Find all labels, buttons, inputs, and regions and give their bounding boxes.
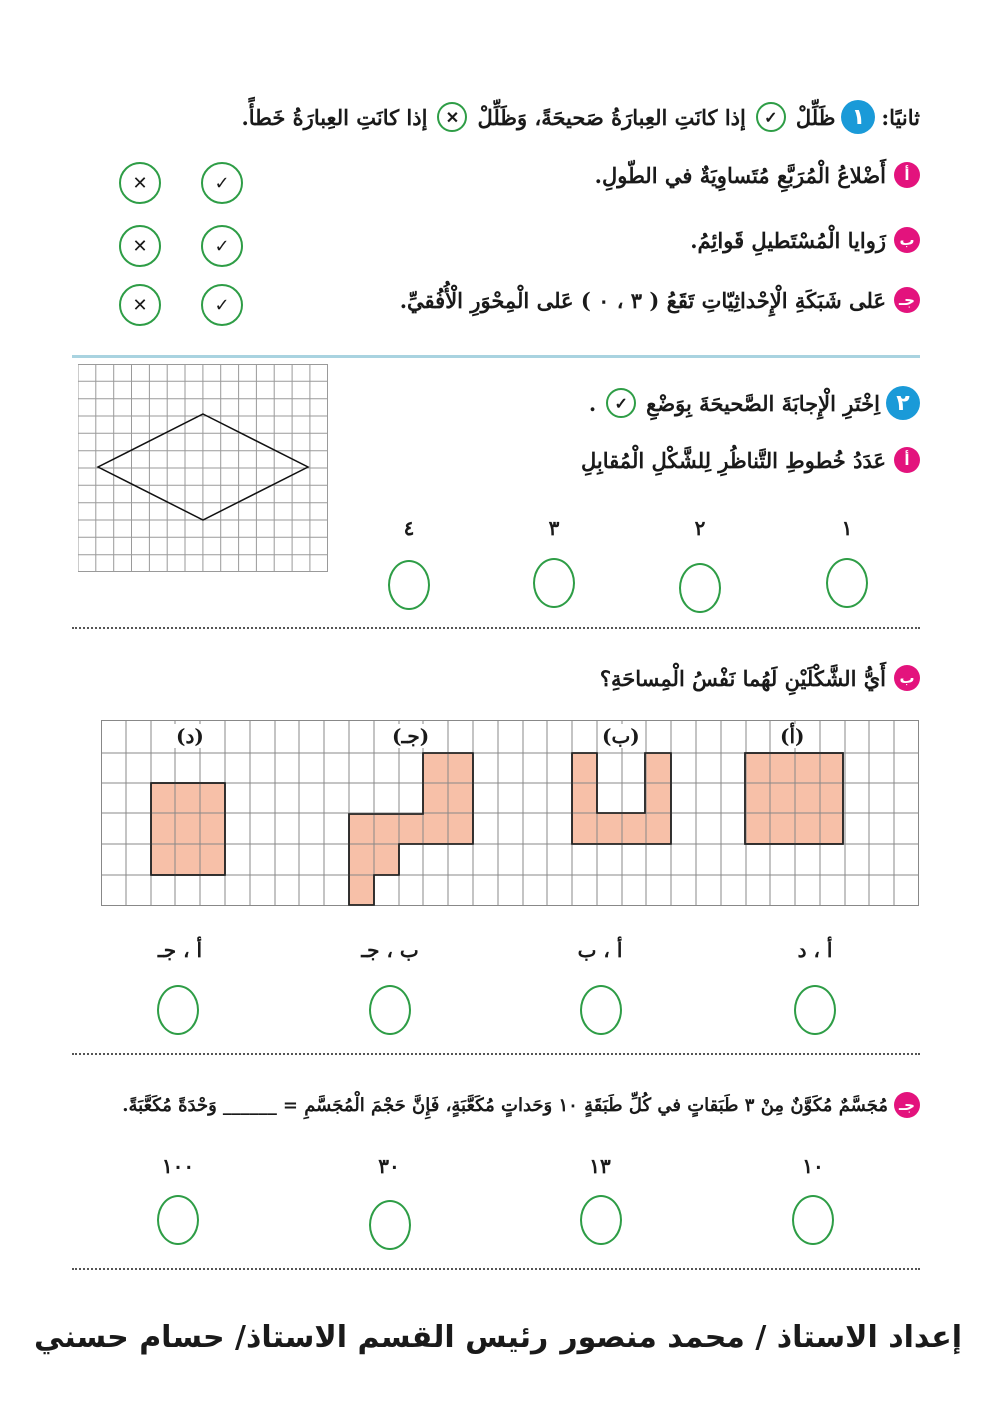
dotted-separator [72,1268,920,1270]
question-text-end: وَحْدَةً مُكَعَّبَةً. [122,1094,217,1116]
option-label: أ ، د [797,938,833,962]
check-icon: ✓ [756,102,786,132]
option-label: ١٠٠ [161,1154,195,1178]
answer-circle-q2b-4[interactable] [157,985,199,1035]
footer-prepared-by: إعداد الاستاذ / محمد منصور [560,1320,962,1355]
statement-c [400,287,920,313]
section-divider [72,355,920,358]
true-option-a[interactable]: ✓ [201,162,243,204]
cross-icon: ✕ [437,102,467,132]
answer-circle-q2a-4[interactable] [388,560,430,610]
shape-label-a: (أ) [776,724,809,748]
answer-blank: ______ [222,1094,277,1116]
item-letter-badge: ب [894,227,920,253]
question-number-badge: ١ [841,100,875,134]
question-2b [600,665,920,691]
answer-circle-q2a-2[interactable] [679,563,721,613]
shape-label-b: (ب) [598,724,644,748]
answer-circle-q2c-1[interactable] [792,1195,834,1245]
false-option-a[interactable]: ✕ [119,162,161,204]
option-label: ٣٠ [378,1154,400,1178]
option-label: ٤ [403,516,415,540]
question-2c [122,1092,920,1118]
answer-circle-q2a-1[interactable] [826,558,868,608]
option-label: أ ، جـ [157,938,203,962]
option-label: أ ، ب [577,938,623,962]
question-2a [581,447,920,473]
answer-circle-q2a-3[interactable] [533,558,575,608]
instruction-end: إذا كانَتِ العِبارَةُ خَطأً. [241,104,428,130]
item-letter-badge: أ [894,162,920,188]
shape-d [151,783,225,875]
instruction-shade: ظَلِّلْ [795,104,836,130]
statement-a [595,162,920,188]
area-shapes-grid [101,720,919,908]
question-2-header [589,386,920,420]
option-label: ٣ [548,516,560,540]
question-text: أَيُّ الشَّكْلَيْنِ لَهُما نَفْسُ الْمِساحَةِ؟ [599,665,886,691]
section-intro: ثانيًا: [881,104,920,130]
item-letter-badge: جـ [894,287,920,313]
dotted-separator [72,1053,920,1055]
question-text: مُجَسَّمٌ مُكَوَّنٌ مِنْ ٣ طَبَقاتٍ في كُلِّ طَبَقَةٍ ١٠ وَحَداتٍ مُكَعَّبَةٍ، فَإِنَّ حَجْمَ الْمُجَسَّمِ = [282,1094,888,1116]
footer-department-head: رئيس القسم الاستاذ/ حسام حسني [34,1320,549,1355]
answer-circle-q2b-3[interactable] [369,985,411,1035]
section-header [60,100,920,134]
shape-label-d: (د) [172,724,208,748]
answer-circle-q2c-3[interactable] [369,1200,411,1250]
option-label: ١ [841,516,853,540]
instruction-text: اِخْتَرِ الْإِجابَةَ الصَّحيحَةَ بِوَضْعِ [646,390,880,416]
rhombus-grid-figure [78,364,328,572]
true-option-b[interactable]: ✓ [201,225,243,267]
answer-circle-q2b-2[interactable] [580,985,622,1035]
item-letter-badge: ب [894,665,920,691]
statement-text: عَلى شَبَكَةِ الْإِحْداثِيّاتِ تَقَعُ ( ٣ ، ٠ ) عَلى الْمِحْوَرِ الْأُفُقيِّ. [399,287,886,313]
statement-b [690,227,920,253]
shape-c [349,753,473,905]
answer-circle-q2c-2[interactable] [580,1195,622,1245]
shape-label-c: (جـ) [388,724,433,748]
instruction-middle: إذا كانَتِ العِبارَةُ صَحيحَةً، وَظَلِّلْ [477,104,746,130]
check-icon: ✓ [606,388,636,418]
option-label: ٢ [694,516,706,540]
statement-text: زَوايا الْمُسْتَطيلِ قَوائِمُ. [690,227,886,253]
shape-fills [151,753,843,905]
question-number-badge: ٢ [886,386,920,420]
item-letter-badge: أ [894,447,920,473]
false-option-b[interactable]: ✕ [119,225,161,267]
dotted-separator [72,627,920,629]
shape-a [745,753,843,844]
true-option-c[interactable]: ✓ [201,284,243,326]
question-text: عَدَدُ خُطوطِ التَّناظُرِ لِلشَّكْلِ الْمُقابِلِ [581,447,886,473]
false-option-c[interactable]: ✕ [119,284,161,326]
option-label: ب ، جـ [361,938,419,962]
option-label: ١٣ [589,1154,611,1178]
item-letter-badge: جـ [894,1092,920,1118]
option-label: ١٠ [802,1154,824,1178]
statement-text: أَضْلاعُ الْمُرَبَّعِ مُتَساوِيَةٌ في الطّولِ. [594,162,886,188]
answer-circle-q2b-1[interactable] [794,985,836,1035]
instruction-end: . [588,390,597,416]
answer-circle-q2c-4[interactable] [157,1195,199,1245]
